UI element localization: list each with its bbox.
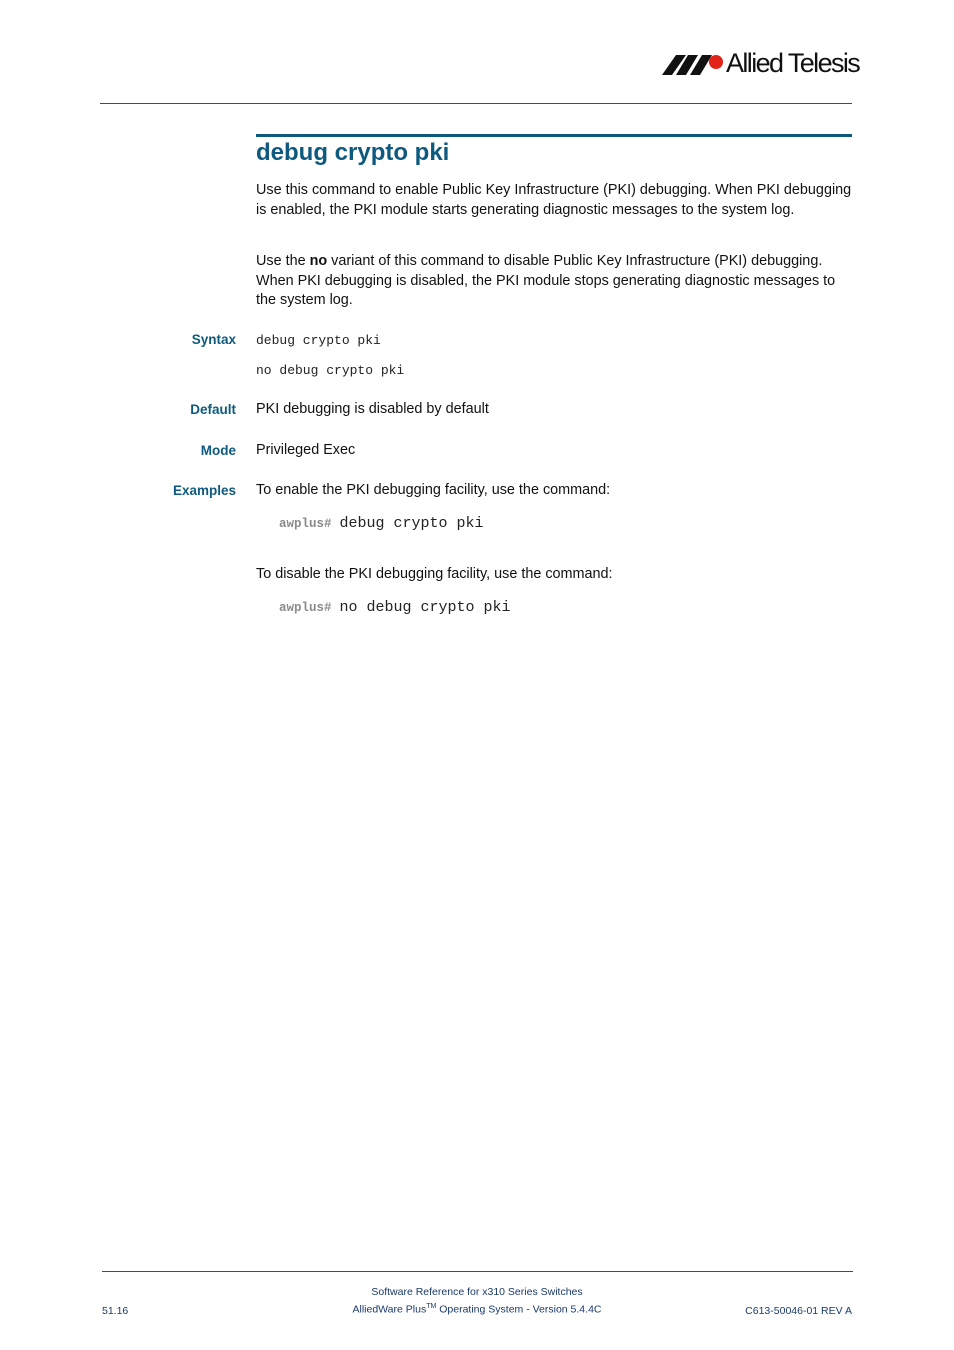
- no-variant-pre: Use the: [256, 253, 310, 269]
- disable-prompt: awplus#: [279, 601, 332, 615]
- footer-product-name: AlliedWare Plus: [352, 1303, 427, 1316]
- examples-label: Examples: [172, 483, 236, 498]
- enable-prompt: awplus#: [279, 517, 332, 531]
- mode-text: Privileged Exec: [256, 442, 356, 458]
- intro-paragraph: Use this command to enable Public Key Infrastructure (PKI) debugging. When PKI debugging is enabled, the PKI module starts generating diagnostic messages to the system log.: [256, 182, 852, 218]
- disable-command: no debug crypto pki: [339, 599, 511, 616]
- page-number: 51.16: [102, 1305, 129, 1317]
- title-rule: [256, 134, 852, 137]
- logo-text: Allied Telesis: [726, 48, 860, 78]
- trademark-mark: TM: [426, 1303, 437, 1310]
- allied-telesis-logo-icon: [662, 52, 724, 76]
- default-text: PKI debugging is disabled by default: [256, 401, 489, 417]
- no-keyword: no: [309, 253, 328, 269]
- footer-version: Operating System - Version 5.4.4C: [436, 1303, 602, 1316]
- disable-example-text: To disable the PKI debugging facility, use the command:: [256, 566, 613, 582]
- enable-example-command: [279, 514, 484, 532]
- enable-command: debug crypto pki: [339, 515, 484, 532]
- no-variant-paragraph: [256, 252, 856, 311]
- page-title: debug crypto pki: [256, 139, 450, 166]
- default-label: Default: [190, 402, 236, 417]
- footer-divider: [102, 1271, 853, 1272]
- enable-example-text: To enable the PKI debugging facility, use the command:: [256, 482, 611, 498]
- header-divider: [100, 103, 852, 104]
- syntax-label: Syntax: [191, 332, 236, 347]
- disable-example-command: [279, 598, 511, 616]
- footer-doc-title: Software Reference for x310 Series Switches: [371, 1286, 583, 1298]
- no-variant-post: variant of this command to disable Public Key Infrastructure (PKI) debugging. When PKI debugging is disabled, the PKI module stops generating diagnostic messages to the system log.: [256, 253, 836, 308]
- document-id: C613-50046-01 REV A: [745, 1305, 852, 1317]
- mode-label: Mode: [200, 443, 236, 458]
- company-logo: [662, 48, 860, 80]
- syntax-line-2: no debug crypto pki: [256, 363, 405, 378]
- syntax-line-1: debug crypto pki: [256, 333, 381, 348]
